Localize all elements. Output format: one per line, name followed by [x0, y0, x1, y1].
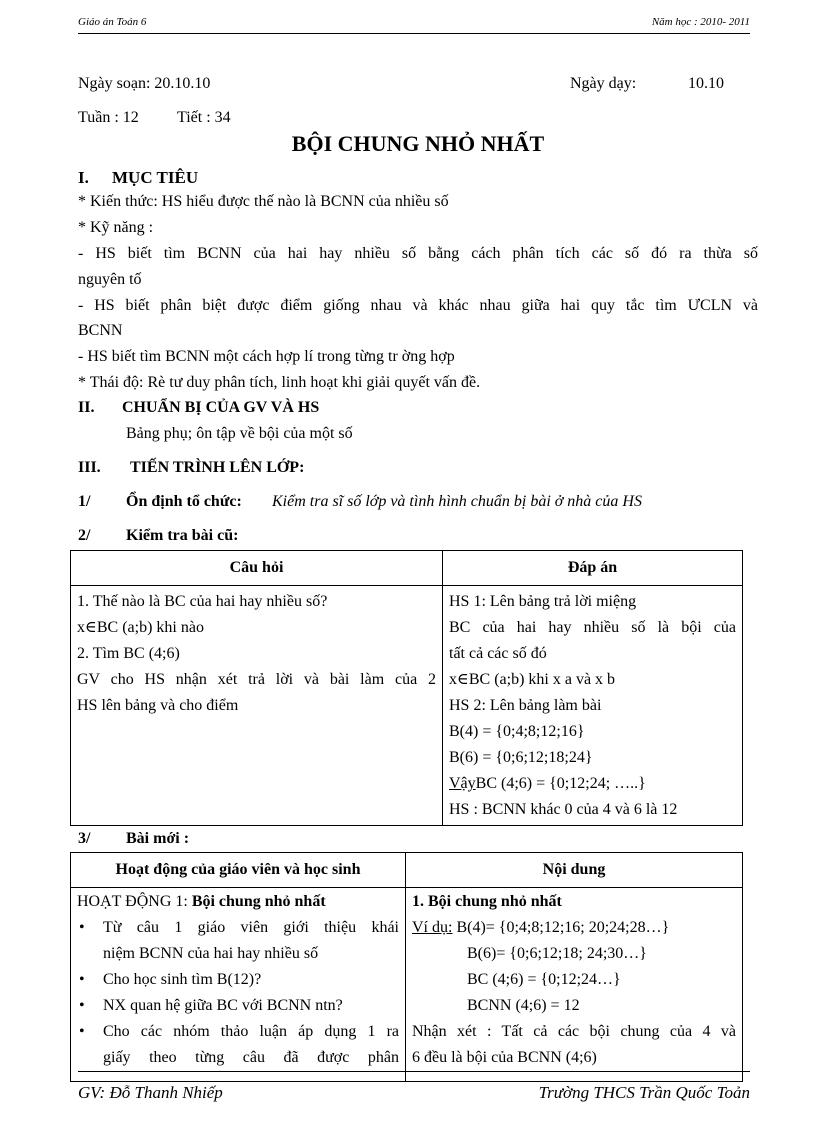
remark-line: Nhận xét : Tất cả các bội chung của 4 và: [412, 1023, 736, 1040]
objective-line: - HS biết tìm BCNN một cách hợp lí trong từng tr ờng hợp: [78, 348, 455, 365]
bullet-line: Cho các nhóm thảo luận áp dụng 1 ra: [103, 1023, 399, 1040]
example-line: [412, 915, 736, 941]
answer-line: HS : BCNN khác 0 của 4 và 6 là 12: [449, 801, 678, 818]
header-left: Giáo án Toán 6: [78, 16, 147, 28]
answer-line: BC của hai hay nhiều số là bội của: [449, 619, 736, 636]
answer-line: B(4) = {0;4;8;12;16}: [449, 723, 585, 740]
content-heading: 1. Bội chung nhỏ nhất: [412, 893, 562, 910]
bullet-icon: •: [79, 919, 85, 936]
activity-bullet: [77, 915, 399, 967]
question-line: HS lên bảng và cho điểm: [77, 697, 239, 714]
question-line: GV cho HS nhận xét trả lời và bài làm của 2: [77, 671, 436, 688]
objective-line: - HS biết phân biệt được điểm giống nhau và khác nhau giữa hai quy tắc tìm ƯCLN và: [78, 297, 758, 314]
bullet-line: Từ câu 1 giáo viên giới thiệu khái: [103, 919, 399, 936]
bullet-line: niệm BCNN của hai hay nhiều số: [103, 945, 319, 962]
step3-label: Bài mới :: [126, 830, 190, 847]
bullet-icon: •: [79, 997, 85, 1014]
section2-num: II.: [78, 399, 95, 416]
bullet-line: giấy theo từng câu đã được phân: [103, 1049, 399, 1066]
footer-left: GV: Đỗ Thanh Nhiếp: [78, 1083, 223, 1102]
question-line: x∈BC (a;b) khi nào: [77, 619, 204, 636]
answer-line: x∈BC (a;b) khi x a và x b: [449, 671, 616, 688]
example-first: B(4)= {0;4;8;12;16; 20;24;28…}: [456, 919, 670, 936]
table1-answers: [443, 586, 743, 826]
ngay-day-label: Ngày dạy:: [570, 75, 637, 92]
example-line: B(6)= {0;6;12;18; 24;30…}: [467, 945, 647, 962]
footer-right: Trường THCS Trần Quốc Toản: [538, 1083, 750, 1102]
activity-bullet: [77, 993, 399, 1019]
answer-line: B(6) = {0;6;12;18;24}: [449, 749, 593, 766]
header-rule: [78, 33, 750, 34]
table2-content: [406, 888, 743, 1082]
step1-label: Ổn định tổ chức:: [126, 493, 242, 510]
header-right: Năm học : 2010- 2011: [651, 16, 750, 28]
section1-heading: MỤC TIÊU: [112, 168, 199, 187]
activity-bullet: [77, 967, 399, 993]
answer-line: [449, 771, 736, 797]
example-line: BC (4;6) = {0;12;24…}: [467, 971, 621, 988]
vay-word: Vậy: [449, 775, 476, 792]
bullet-line: Cho học sinh tìm B(12)?: [103, 971, 262, 988]
review-table: [70, 550, 743, 826]
page-title: BỘI CHUNG NHỎ NHẤT: [291, 131, 545, 156]
footer-rule: [78, 1071, 750, 1072]
objective-line: nguyên tố: [78, 271, 142, 288]
example-line: BCNN (4;6) = 12: [467, 997, 580, 1014]
question-line: 2. Tìm BC (4;6): [77, 645, 180, 662]
step3-num: 3/: [78, 830, 91, 847]
objective-line: * Kiến thức: HS hiểu được thế nào là BCNN của nhiều số: [78, 193, 449, 210]
section2-heading: CHUẨN BỊ CỦA GV VÀ HS: [122, 399, 320, 416]
step1-text: Kiểm tra sĩ số lớp và tình hình chuẩn bị bài ở nhà của HS: [272, 493, 642, 510]
lesson-table: [70, 852, 743, 1082]
bullet-line: NX quan hệ giữa BC với BCNN ntn?: [103, 997, 343, 1014]
step2-num: 2/: [78, 527, 91, 544]
table1-questions: [71, 586, 443, 826]
step1-num: 1/: [78, 493, 91, 510]
answer-line: HS 2: Lên bảng làm bài: [449, 697, 602, 714]
activity-heading: [77, 889, 399, 915]
table2-header-content: Nội dung: [406, 853, 743, 888]
objective-line: - HS biết tìm BCNN của hai hay nhiều số bằng cách phân tích các số đó ra thừa số: [78, 245, 758, 262]
section2-line: Bảng phụ; ôn tập về bội của một số: [126, 425, 353, 442]
example-label: Ví dụ:: [412, 919, 453, 936]
activity-title: Bội chung nhỏ nhất: [191, 893, 326, 910]
table2-activities: [71, 888, 406, 1082]
objective-line: BCNN: [78, 322, 123, 339]
section1-num: I.: [78, 168, 89, 187]
vay-rest: BC (4;6) = {0;12;24; …..}: [475, 775, 646, 792]
ngay-soan: Ngày soạn: 20.10.10: [78, 75, 211, 92]
tiet: Tiết : 34: [177, 109, 231, 126]
step2-label: Kiểm tra bài cũ:: [126, 527, 239, 544]
question-line: 1. Thế nào là BC của hai hay nhiều số?: [77, 593, 328, 610]
activity-bullet: [77, 1019, 399, 1071]
answer-line: tất cả các số đó: [449, 645, 547, 662]
remark-line: 6 đều là bội của BCNN (4;6): [412, 1049, 597, 1066]
bullet-icon: •: [79, 1023, 85, 1040]
tuan: Tuần : 12: [78, 109, 139, 126]
table1-header-answer: Đáp án: [443, 551, 743, 586]
answer-line: HS 1: Lên bảng trả lời miệng: [449, 593, 637, 610]
table1-header-question: Câu hỏi: [71, 551, 443, 586]
section3-heading: TIẾN TRÌNH LÊN LỚP:: [130, 459, 305, 476]
table2-header-activity: Hoạt động của giáo viên và học sinh: [71, 853, 406, 888]
bullet-icon: •: [79, 971, 85, 988]
objective-line: * Thái độ: Rè tư duy phân tích, linh hoạt khi giải quyết vấn đề.: [78, 374, 481, 391]
objective-line: * Kỹ năng :: [78, 219, 154, 236]
section3-num: III.: [78, 459, 101, 476]
ngay-day-value: 10.10: [688, 75, 724, 92]
activity-prefix: HOẠT ĐỘNG 1:: [77, 893, 188, 910]
